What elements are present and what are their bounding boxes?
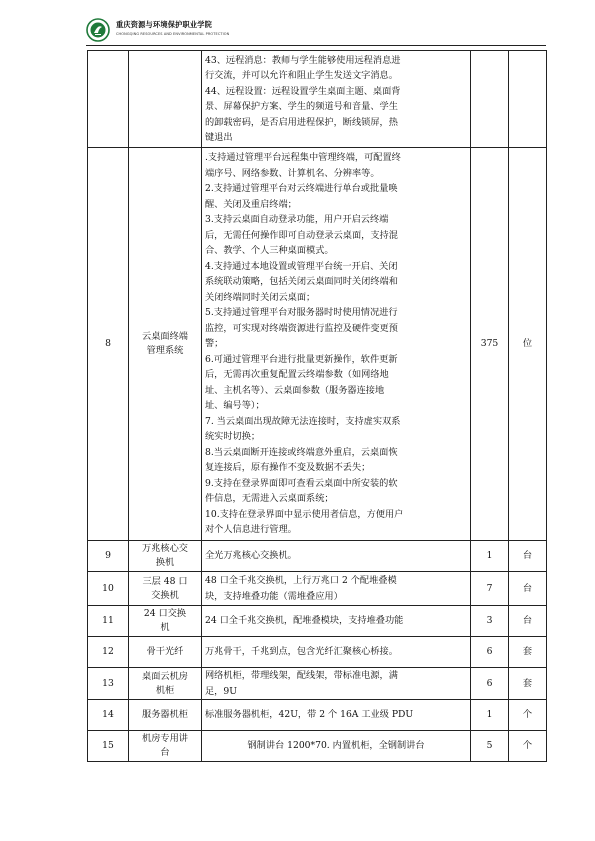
- specification-line: 块，支持堆叠功能（需堆叠应用）: [205, 590, 343, 602]
- specification-line: 的卸载密码，是否启用进程保护，断线锁屏，热: [205, 116, 398, 128]
- item-name: [129, 572, 202, 606]
- header-divider: [86, 45, 546, 46]
- specification-line: 合、教学、个人三种桌面模式。: [205, 245, 334, 257]
- item-unit: 台: [509, 572, 547, 606]
- specification-line: 标准服务器机柜，42U，带 2 个 16A 工业级 PDU: [205, 709, 414, 721]
- table-row: [88, 148, 547, 541]
- specification-line: 件信息，无需进入云桌面系统；: [205, 493, 334, 505]
- item-unit: 个: [509, 731, 547, 762]
- item-name-line: 台: [160, 747, 170, 758]
- table-row: [88, 700, 547, 731]
- item-quantity: [471, 51, 509, 148]
- item-name-line: 24 口交换: [143, 608, 187, 619]
- specification-line: 监控，可实现对终端资源进行监控及硬件变更预: [205, 322, 398, 334]
- item-specification: [202, 668, 471, 700]
- specification-line: 复连接后，原有操作不变及数据不丢失；: [205, 462, 371, 474]
- item-specification: [202, 731, 471, 762]
- item-name: [129, 668, 202, 700]
- item-name: [129, 606, 202, 637]
- item-name-line: 机: [160, 622, 170, 633]
- specification-line: 3.支持云桌面自动登录功能，用户开启云终端: [205, 214, 389, 226]
- table-row: [88, 541, 547, 572]
- item-unit: 台: [509, 606, 547, 637]
- item-name: [129, 700, 202, 731]
- item-quantity: 6: [471, 637, 509, 668]
- specification-line: 6.可通过管理平台进行批量更新操作，软件更新: [205, 353, 398, 365]
- specification-line: 8.当云桌面断开连接或终端意外重启，云桌面恢: [205, 446, 398, 458]
- item-name-line: 机柜: [155, 684, 175, 696]
- table-row: [88, 637, 547, 668]
- item-specification: [202, 700, 471, 731]
- item-specification: [202, 572, 471, 606]
- table-row: [88, 731, 547, 762]
- item-quantity: 6: [471, 668, 509, 700]
- specification-line: 对个人信息进行管理。: [205, 524, 297, 536]
- item-unit: [509, 51, 547, 148]
- item-number: 10: [88, 572, 129, 606]
- table-row: [88, 606, 547, 637]
- item-name-line: 服务器机柜: [142, 709, 188, 720]
- item-unit: 个: [509, 700, 547, 731]
- specification-line: 钢制讲台 1200*70. 内置机柜，全钢制讲台: [247, 740, 425, 752]
- item-unit: 套: [509, 668, 547, 700]
- item-unit: 套: [509, 637, 547, 668]
- item-name-line: 交换机: [151, 589, 179, 601]
- item-name: [129, 148, 202, 541]
- equipment-spec-table: [87, 50, 547, 762]
- item-specification: [202, 148, 471, 541]
- specification-line: 44、远程设置：远程设置学生桌面主题、桌面背: [205, 85, 401, 97]
- specification-line: 址、编号等）；: [205, 400, 265, 412]
- specification-line: 键退出: [205, 132, 233, 143]
- item-number: 9: [88, 541, 129, 572]
- specification-line: 网络机柜，带理线架，配线架，带标准电源，满: [205, 670, 398, 681]
- item-name-line: 三层 48 口: [142, 575, 188, 587]
- item-unit: 台: [509, 541, 547, 572]
- item-number: 14: [88, 700, 129, 731]
- item-name-line: 桌面云机房: [142, 670, 188, 682]
- specification-line: 5.支持通过管理平台对服务器时时使用情况进行: [205, 307, 398, 319]
- specification-line: 48 口全千兆交换机，上行万兆口 2 个配堆叠模: [205, 575, 397, 586]
- specification-line: 景、屏幕保护方案、学生的频道号和音量、学生: [205, 101, 398, 112]
- item-quantity: 375: [471, 148, 509, 541]
- specification-line: 关闭终端同时关闭云桌面；: [205, 291, 316, 303]
- school-logo-icon: [86, 18, 110, 42]
- item-name-line: 换机: [155, 557, 175, 568]
- item-name-line: 机房专用讲: [142, 733, 188, 744]
- item-specification: [202, 51, 471, 148]
- school-name: 重庆资源与环境保护职业学院: [116, 20, 213, 29]
- specification-line: 足，9U: [205, 685, 237, 697]
- specification-line: 系统联动策略，包括关闭云桌面同时关闭终端和: [205, 276, 398, 288]
- item-unit: 位: [509, 148, 547, 541]
- item-specification: [202, 541, 471, 572]
- specification-line: 9.支持在登录界面即可查看云桌面中所安装的软: [205, 477, 398, 489]
- item-quantity: 1: [471, 700, 509, 731]
- item-quantity: 3: [471, 606, 509, 637]
- specification-line: 43、远程消息：教师与学生能够使用远程消息进: [205, 54, 401, 66]
- item-specification: [202, 637, 471, 668]
- specification-line: 全光万兆核心交换机。: [205, 550, 297, 562]
- specification-line: 统实时切换；: [205, 431, 261, 443]
- specification-line: 行交流，并可以允许和阻止学生发送文字消息。: [205, 70, 398, 81]
- specification-line: 2.支持通过管理平台对云终端进行单台或批量唤: [205, 183, 398, 195]
- specification-line: 端序号、网络参数、计算机名、分辨率等。: [205, 167, 380, 179]
- item-number: 12: [88, 637, 129, 668]
- item-quantity: 7: [471, 572, 509, 606]
- item-name: [129, 637, 202, 668]
- item-name-line: 万兆核心交: [142, 543, 188, 554]
- item-number: 11: [88, 606, 129, 637]
- table-row: [88, 572, 547, 606]
- specification-line: 24 口全千兆交换机，配堆叠模块，支持堆叠功能: [205, 615, 404, 627]
- item-name: [129, 731, 202, 762]
- specification-line: 警；: [205, 338, 224, 350]
- specification-line: 10.支持在登录界面中显示使用者信息，方便用户: [205, 508, 404, 520]
- item-specification: [202, 606, 471, 637]
- page-header: [86, 18, 546, 48]
- item-number: 8: [88, 148, 129, 541]
- item-name: [129, 51, 202, 148]
- specification-line: 址、主机名等）、云桌面参数（服务器连接地: [205, 384, 385, 396]
- item-number: 15: [88, 731, 129, 762]
- specification-line: 万兆骨干，千兆到点，包含光纤汇聚核心桥接。: [205, 646, 398, 658]
- school-name-english: CHONGQING RESOURCES AND ENVIRONMENTAL PROTECTION: [116, 32, 230, 36]
- specification-line: 后，无需任何操作即可自动登录云桌面，支持混: [205, 229, 398, 241]
- item-quantity: 5: [471, 731, 509, 762]
- item-name: [129, 541, 202, 572]
- item-number: 13: [88, 668, 129, 700]
- table-row: [88, 51, 547, 148]
- item-quantity: 1: [471, 541, 509, 572]
- item-name-line: 管理系统: [146, 345, 184, 356]
- item-name-line: 骨干光纤: [146, 646, 184, 657]
- specification-line: 后，无需再次重复配置云终端参数（如网络地: [205, 369, 389, 381]
- specification-line: 醒、关闭及重启终端；: [205, 198, 297, 210]
- specification-line: .支持通过管理平台远程集中管理终端，可配置终: [205, 152, 401, 164]
- specification-line: 7. 当云桌面出现故障无法连接时，支持虚实双系: [205, 415, 401, 427]
- specification-line: 4.支持通过本地设置或管理平台统一开启、关闭: [205, 260, 398, 272]
- item-name-line: 云桌面终端: [142, 331, 188, 342]
- item-number: [88, 51, 129, 148]
- table-row: [88, 668, 547, 700]
